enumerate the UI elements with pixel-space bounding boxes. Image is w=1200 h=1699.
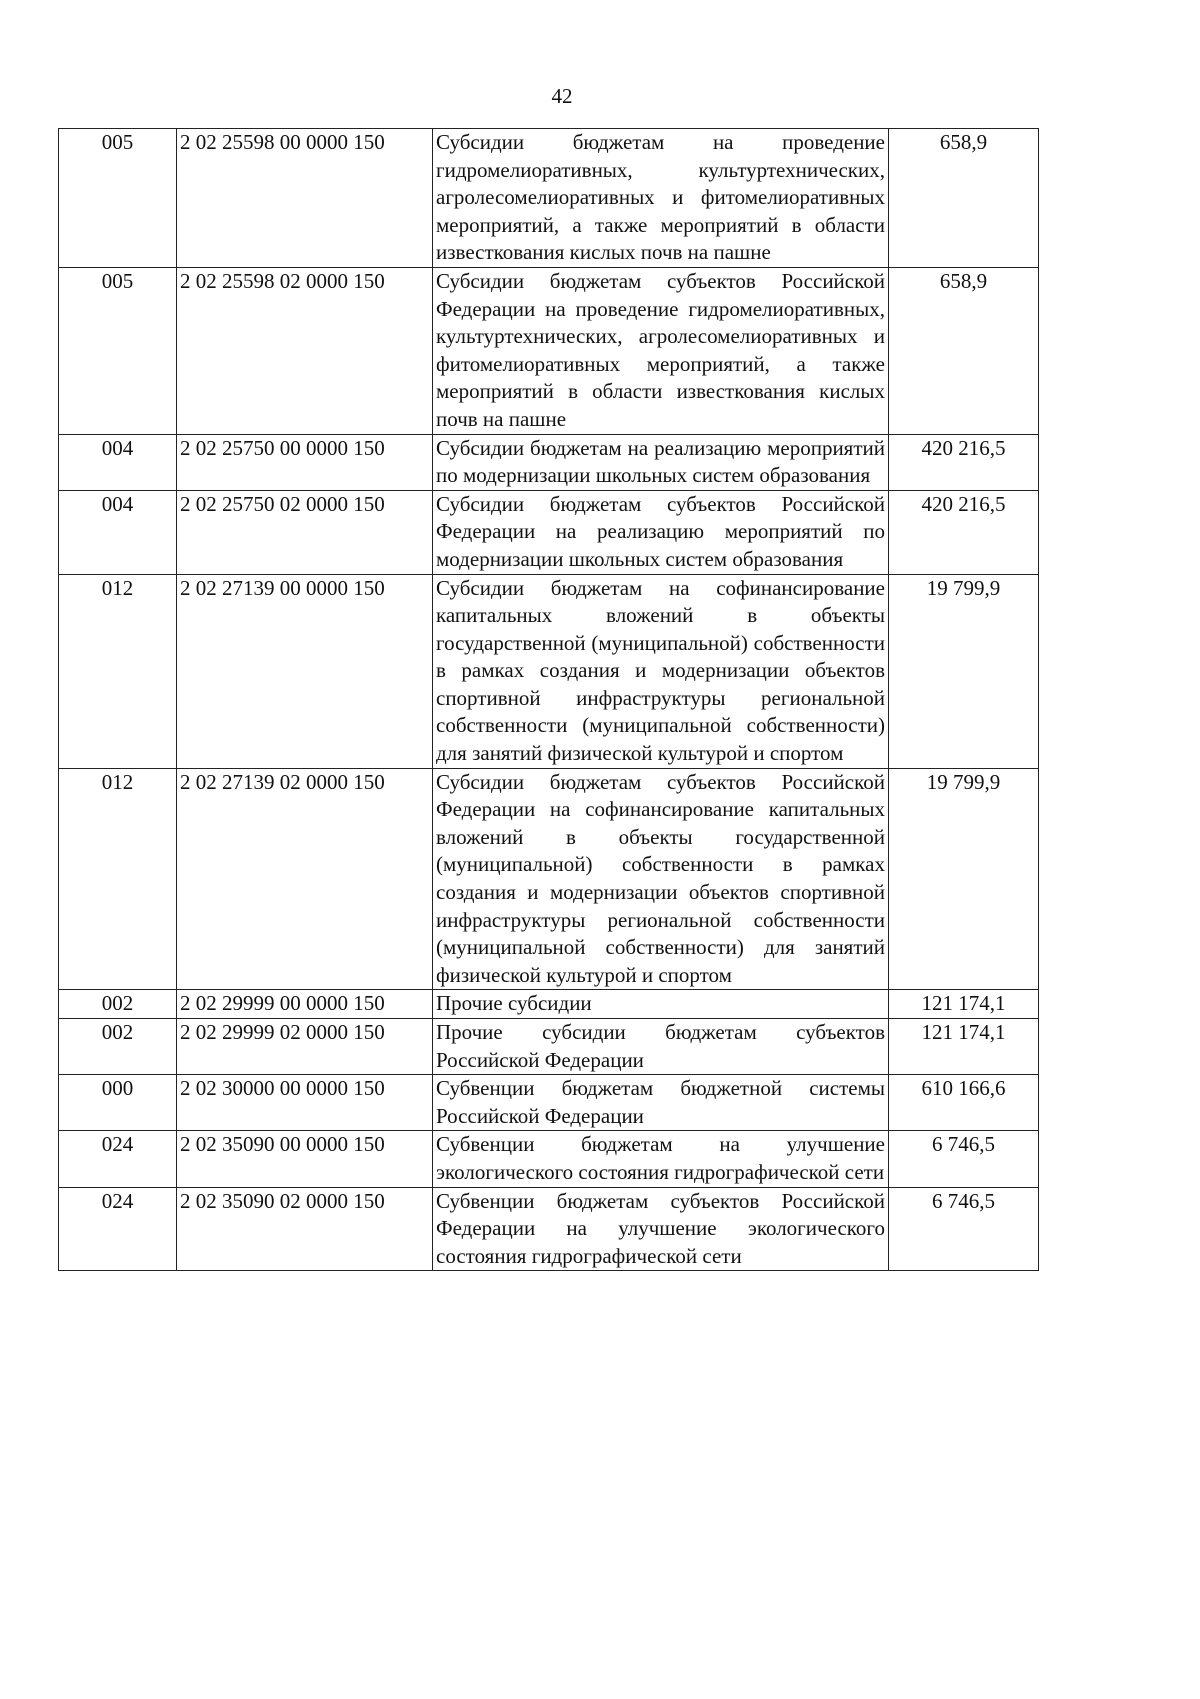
amount-cell: 420 216,5 [889,490,1039,574]
table-row [59,490,1039,574]
budget-code-cell: 2 02 25750 00 0000 150 [177,434,433,490]
budget-code-cell: 2 02 25750 02 0000 150 [177,490,433,574]
table-row [59,1019,1039,1075]
admin-code-cell: 005 [59,267,177,434]
admin-code-cell: 000 [59,1075,177,1131]
table-row [59,768,1039,990]
amount-cell: 6 746,5 [889,1187,1039,1271]
amount-cell: 658,9 [889,129,1039,268]
budget-code-cell: 2 02 29999 00 0000 150 [177,990,433,1019]
amount-cell: 420 216,5 [889,434,1039,490]
table-row [59,1131,1039,1187]
revenue-name-cell: Субсидии бюджетам субъектов Российской Федерации на проведение гидромелиоративных, культуртехнических, агролесомелиоративных и фитомелиоративных мероприятий, а также мероприятий в области известкования кислых почв на пашне [433,267,889,434]
amount-cell: 610 166,6 [889,1075,1039,1131]
table-row [59,129,1039,268]
revenue-name-cell: Субсидии бюджетам субъектов Российской Федерации на реализацию мероприятий по модернизации школьных систем образования [433,490,889,574]
table-row [59,1187,1039,1271]
admin-code-cell: 004 [59,434,177,490]
amount-cell: 19 799,9 [889,574,1039,768]
revenue-name-cell: Прочие субсидии бюджетам субъектов Российской Федерации [433,1019,889,1075]
amount-cell: 658,9 [889,267,1039,434]
amount-cell: 121 174,1 [889,990,1039,1019]
table-row [59,434,1039,490]
revenue-name-cell: Субсидии бюджетам на проведение гидромелиоративных, культуртехнических, агролесомелиоративных и фитомелиоративных мероприятий, а также мероприятий в области известкования кислых почв на пашне [433,129,889,268]
revenue-name-cell: Субвенции бюджетам бюджетной системы Российской Федерации [433,1075,889,1131]
admin-code-cell: 024 [59,1131,177,1187]
budget-code-cell: 2 02 25598 02 0000 150 [177,267,433,434]
admin-code-cell: 012 [59,574,177,768]
admin-code-cell: 024 [59,1187,177,1271]
amount-cell: 19 799,9 [889,768,1039,990]
revenue-name-cell: Субсидии бюджетам субъектов Российской Федерации на софинансирование капитальных вложений в объекты государственной (муниципальной) собственности в рамках создания и модернизации объектов спортивной инфраструктуры региональной собственности (муниципальной собственности) для занятий физической культурой и спортом [433,768,889,990]
budget-code-cell: 2 02 25598 00 0000 150 [177,129,433,268]
revenue-name-cell: Субсидии бюджетам на реализацию мероприятий по модернизации школьных систем образования [433,434,889,490]
revenue-name-cell: Субвенции бюджетам на улучшение экологического состояния гидрографической сети [433,1131,889,1187]
budget-code-cell: 2 02 30000 00 0000 150 [177,1075,433,1131]
admin-code-cell: 002 [59,1019,177,1075]
revenue-name-cell: Субсидии бюджетам на софинансирование капитальных вложений в объекты государственной (муниципальной) собственности в рамках создания и модернизации объектов спортивной инфраструктуры региональной собственности (муниципальной собственности) для занятий физической культурой и спортом [433,574,889,768]
budget-code-cell: 2 02 27139 02 0000 150 [177,768,433,990]
revenue-name-cell: Прочие субсидии [433,990,889,1019]
admin-code-cell: 004 [59,490,177,574]
revenue-name-cell: Субвенции бюджетам субъектов Российской Федерации на улучшение экологического состояния гидрографической сети [433,1187,889,1271]
budget-code-cell: 2 02 27139 00 0000 150 [177,574,433,768]
amount-cell: 121 174,1 [889,1019,1039,1075]
table-row [59,574,1039,768]
budget-code-cell: 2 02 35090 02 0000 150 [177,1187,433,1271]
amount-cell: 6 746,5 [889,1131,1039,1187]
page-number: 42 [551,84,573,108]
admin-code-cell: 002 [59,990,177,1019]
budget-code-cell: 2 02 29999 02 0000 150 [177,1019,433,1075]
table-row [59,990,1039,1019]
admin-code-cell: 012 [59,768,177,990]
table-row [59,1075,1039,1131]
admin-code-cell: 005 [59,129,177,268]
budget-code-cell: 2 02 35090 00 0000 150 [177,1131,433,1187]
table-row [59,267,1039,434]
revenue-table [58,128,1039,1271]
